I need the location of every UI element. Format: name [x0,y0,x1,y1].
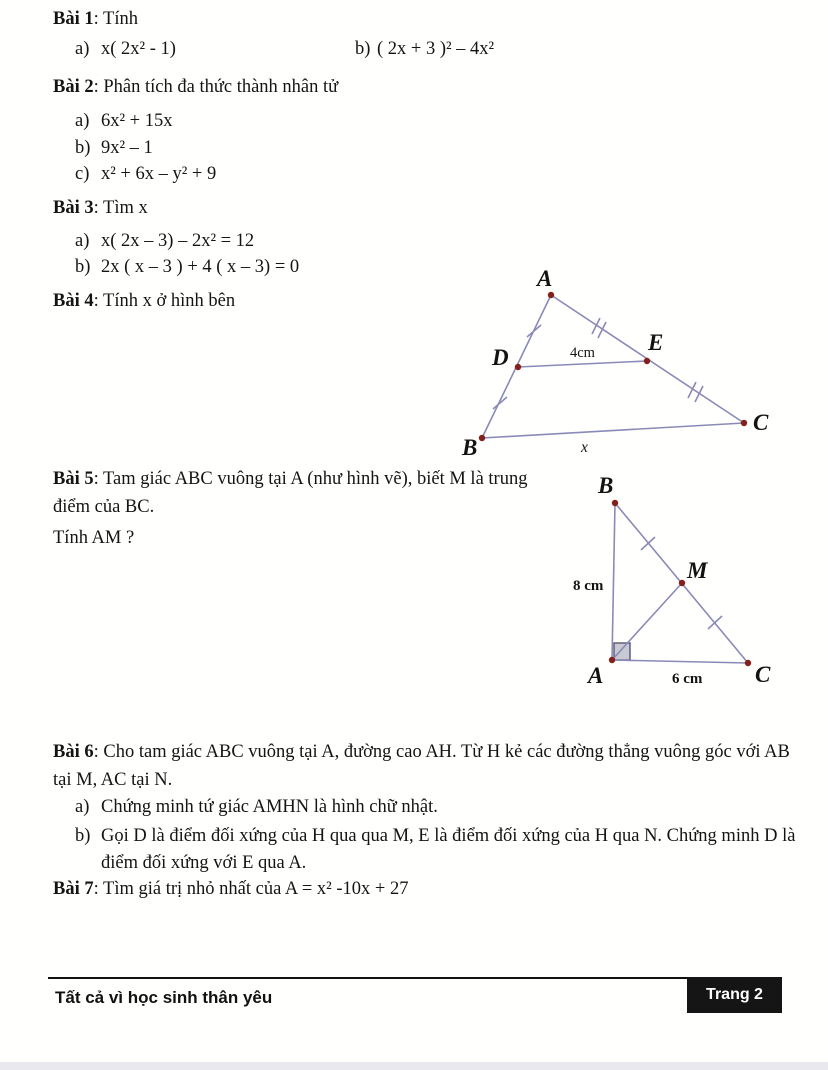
vertex-label-b: B [462,435,478,460]
footer-rule [48,977,782,979]
ab-length-label: 8 cm [573,578,604,594]
item-expression: ( 2x + 3 )² – 4x² [377,39,495,59]
problem-6-item-a [75,797,438,818]
problem-3-label: Bài 3 [53,198,94,218]
vertex-label-b: B [598,473,614,498]
segment-de [518,361,647,367]
right-angle-marker [614,643,630,660]
problem-4-title: : Tính x ở hình bên [93,291,236,311]
bc-length-label: x [581,439,588,456]
problem-5-label: Bài 5 [53,469,94,489]
point-b [479,435,485,441]
problem-2-heading [53,77,338,98]
problem-5-question [53,528,134,549]
vertex-label-e: E [648,330,664,355]
tick-ad [527,325,541,337]
problem-1-label: Bài 1 [53,9,94,29]
problem-3-item-b [75,257,299,278]
problem-3-heading [53,198,148,219]
problem-5-text: : Tam giác ABC vuông tại A (như hình vẽ), biết M là trung điểm của BC. [53,469,528,517]
side-ba [612,503,615,660]
problem-2-title: : Phân tích đa thức thành nhân tử [93,77,339,97]
page-number-label: Trang 2 [706,986,763,1003]
side-ac [612,660,748,663]
problem-2-item-c [75,164,216,185]
item-expression: x( 2x² - 1) [101,39,176,59]
vertex-label-m: M [687,558,708,583]
point-d [515,364,521,370]
median-am [612,583,682,660]
problem-2-item-a [75,111,172,132]
item-expression: 2x ( x – 3 ) + 4 ( x – 3) = 0 [101,257,300,277]
problem-4-heading [53,291,235,312]
problem-1-item-a [75,39,176,60]
problem-5-paragraph [53,466,568,521]
item-prefix: a) [75,111,90,131]
figure-triangle-abc-midsegment [440,258,828,465]
problem-1-item-b [355,39,494,60]
bottom-strip [0,1062,828,1070]
footer-motto: Tất cả vì học sinh thân yêu [55,988,273,1007]
vertex-label-a: A [537,266,553,291]
item-prefix: b) [75,257,91,277]
problem-1-title: : Tính [93,9,138,29]
figure-right-triangle-median [540,465,828,710]
problem-3-title: : Tìm x [93,198,148,218]
item-expression: Gọi D là điểm đối xứng của H qua qua M, E là điểm đối xứng của H qua N. Chứng minh D là điểm đối xứng với E qua A. [101,826,796,873]
point-c [745,660,751,666]
vertex-label-d: D [492,345,509,370]
item-expression: Chứng minh tứ giác AMHN là hình chữ nhật. [101,797,438,817]
problem-3-item-a [75,231,254,252]
item-expression: 9x² – 1 [101,138,153,158]
problem-6-text: : Cho tam giác ABC vuông tại A, đường cao AH. Từ H kẻ các đường thẳng vuông góc với AB tại M, AC tại N. [53,742,790,790]
vertex-label-a: A [588,663,604,688]
problem-7-label: Bài 7 [53,879,94,899]
problem-7-title: : Tìm giá trị nhỏ nhất của A = x² -10x + 27 [93,879,409,899]
point-a [609,657,615,663]
page-number-badge [687,977,782,1013]
problem-2-label: Bài 2 [53,77,94,97]
vertex-label-c: C [755,662,771,687]
problem-1-heading [53,9,138,30]
point-a [548,292,554,298]
point-c [741,420,747,426]
item-prefix: b) [75,826,91,846]
side-bc [482,423,744,438]
de-length-label: 4cm [570,345,595,361]
problem-6-item-b [75,823,803,877]
problem-7-heading [53,879,408,900]
vertex-label-c: C [753,410,769,435]
problem-6-label: Bài 6 [53,742,94,762]
item-prefix: a) [75,797,90,817]
item-expression: x( 2x – 3) – 2x² = 12 [101,231,255,251]
item-expression: x² + 6x – y² + 9 [101,164,217,184]
item-prefix: c) [75,164,90,184]
item-expression: 6x² + 15x [101,111,173,131]
tick-db [493,397,507,409]
item-prefix: a) [75,231,90,251]
point-m [679,580,685,586]
ac-length-label: 6 cm [672,671,703,687]
item-prefix: a) [75,39,90,59]
problem-6-paragraph [53,739,809,794]
item-prefix: b) [75,138,91,158]
problem-4-label: Bài 4 [53,291,94,311]
point-b [612,500,618,506]
point-e [644,358,650,364]
problem-2-item-b [75,138,153,159]
tick-ec-2 [695,386,703,402]
problem-5-question-text: Tính AM ? [53,528,135,548]
item-prefix: b) [355,39,371,59]
